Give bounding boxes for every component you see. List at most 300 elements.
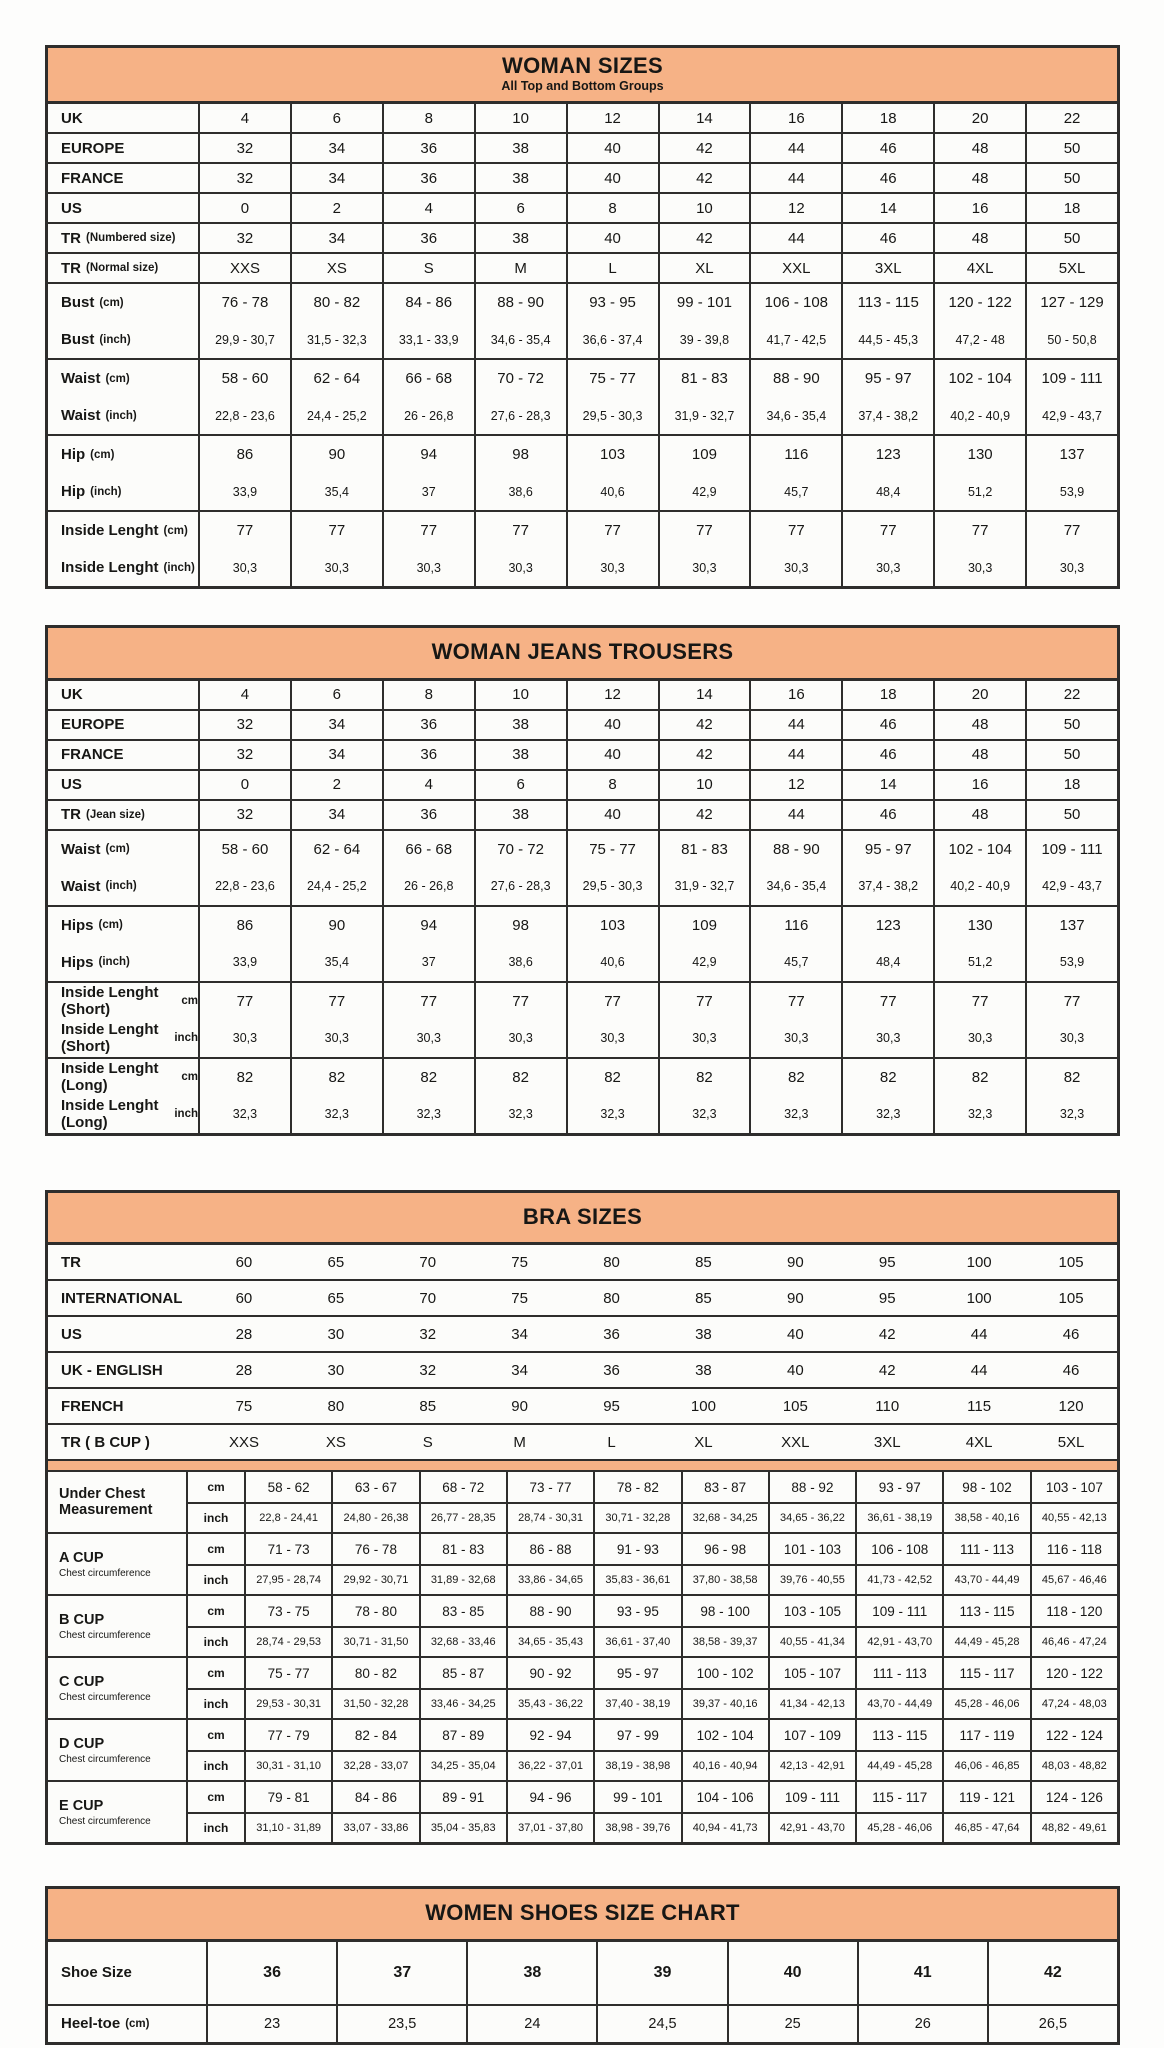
cup-cell: 84 - 86 (331, 1782, 418, 1812)
row-label-text: Inside Lenght (Long) (61, 1097, 159, 1132)
size-cell: 44 (749, 711, 841, 739)
size-cell: 80 - 82 (290, 284, 382, 321)
size-cell: 109 (658, 907, 750, 944)
size-cell: 50 (1025, 711, 1117, 739)
cup-group (48, 1594, 1117, 1656)
cup-label-text: Under Chest (59, 1485, 146, 1502)
size-cell: 32,3 (290, 1096, 382, 1133)
size-cell: 44 (749, 134, 841, 162)
row-label (48, 254, 198, 282)
size-cell: 30,3 (658, 1020, 750, 1057)
size-cell: 77 (290, 512, 382, 549)
size-cell: 34 (290, 741, 382, 769)
cup-cell: 117 - 119 (942, 1720, 1029, 1750)
size-row (48, 104, 1117, 132)
size-cell: 58 - 60 (198, 360, 290, 397)
bra-band-cell: 44 (970, 1325, 988, 1343)
cup-cell: 122 - 124 (1030, 1720, 1117, 1750)
cup-cell: 30,71 - 32,28 (593, 1502, 680, 1532)
cup-cell: 86 - 88 (506, 1534, 593, 1564)
size-cell: 30,3 (474, 549, 566, 586)
size-cell: 22,8 - 23,6 (198, 397, 290, 434)
cup-cell: 29,92 - 30,71 (331, 1564, 418, 1594)
size-cell: 42 (658, 224, 750, 252)
woman-sizes-rows (48, 104, 1117, 586)
size-cell: 81 - 83 (658, 360, 750, 397)
size-cell: 50 (1025, 801, 1117, 829)
cup-cell: 48,03 - 48,82 (1030, 1750, 1117, 1780)
size-cell: 39 - 39,8 (658, 321, 750, 358)
cup-cell: 45,28 - 46,06 (942, 1688, 1029, 1718)
row-label-unit: inch (174, 1108, 198, 1121)
bra-band-cell: 80 (603, 1253, 620, 1271)
size-cell: 40 (566, 711, 658, 739)
cup-cell: 119 - 121 (942, 1782, 1029, 1812)
size-cell: 34 (290, 164, 382, 192)
woman-jeans-rows (48, 681, 1117, 1133)
row-label-text: Inside Lenght (Long) (61, 1060, 159, 1095)
row-label-unit: (Numbered size) (86, 232, 176, 245)
size-cell: 18 (1025, 771, 1117, 799)
row-label-text: INTERNATIONAL (61, 1289, 183, 1307)
cup-cell: 94 - 96 (506, 1782, 593, 1812)
size-cell: 31,9 - 32,7 (658, 868, 750, 905)
bra-band-row (48, 1423, 1117, 1459)
row-label (48, 1059, 198, 1096)
cup-label (48, 1782, 186, 1842)
cup-cell: 33,86 - 34,65 (506, 1564, 593, 1594)
size-cell: 44 (749, 801, 841, 829)
bra-band-cell: 3XL (873, 1433, 901, 1451)
size-cell: 33,9 (198, 473, 290, 510)
cup-cell: 73 - 75 (244, 1596, 331, 1626)
unit-cell: cm (186, 1658, 244, 1688)
size-cell: 42 (658, 711, 750, 739)
size-cell: 95 - 97 (841, 831, 933, 868)
size-cell: 30,3 (474, 1020, 566, 1057)
size-cell: 90 (290, 436, 382, 473)
bra-band-cell: 60 (235, 1253, 253, 1271)
cup-cell: 103 - 105 (768, 1596, 855, 1626)
size-cell: 50 - 50,8 (1025, 321, 1117, 358)
row-label (48, 1317, 198, 1351)
size-row (48, 1057, 1117, 1096)
bra-band-cell: 28 (235, 1361, 253, 1379)
cup-cell: 98 - 100 (681, 1596, 768, 1626)
size-row (48, 549, 1117, 586)
size-cell: 46 (841, 134, 933, 162)
bra-band-row (48, 1279, 1117, 1315)
bra-band-cell: 34 (511, 1361, 528, 1379)
size-cell: 46 (841, 801, 933, 829)
row-label (48, 224, 198, 252)
size-cell: 33,1 - 33,9 (382, 321, 474, 358)
size-cell: 29,9 - 30,7 (198, 321, 290, 358)
cup-sublabel-text: Chest circumference (59, 1691, 151, 1703)
cup-label-text: C CUP (59, 1673, 105, 1690)
size-cell: 130 (933, 907, 1025, 944)
row-label-unit: (inch) (105, 409, 137, 422)
shoe-cell: 23,5 (336, 2006, 466, 2042)
cup-cell: 40,16 - 40,94 (681, 1750, 768, 1780)
row-label-text: Bust (61, 331, 95, 349)
cup-cell: 34,65 - 35,43 (506, 1626, 593, 1656)
row-label-unit: (inch) (98, 956, 130, 969)
size-cell: 34 (290, 711, 382, 739)
bra-band-cell: 100 (966, 1289, 992, 1307)
size-cell: 99 - 101 (658, 284, 750, 321)
size-row (48, 162, 1117, 192)
size-cell: 30,3 (749, 1020, 841, 1057)
size-cell: 70 - 72 (474, 831, 566, 868)
shoe-cell: 37 (336, 1942, 466, 2004)
size-cell: 82 (474, 1059, 566, 1096)
row-label-text: Hip (61, 483, 86, 501)
size-cell: 34,6 - 35,4 (749, 397, 841, 434)
row-label (48, 831, 198, 868)
size-cell: 22 (1025, 681, 1117, 709)
table-title: WOMEN SHOES SIZE CHART (425, 1900, 740, 1926)
cup-cell: 33,07 - 33,86 (331, 1812, 418, 1842)
size-row (48, 944, 1117, 981)
size-cell: 34 (290, 134, 382, 162)
size-cell: 37 (382, 473, 474, 510)
size-cell: 40 (566, 134, 658, 162)
cup-cell: 109 - 111 (768, 1782, 855, 1812)
size-cell: 12 (566, 681, 658, 709)
size-row (48, 709, 1117, 739)
cup-cell: 103 - 107 (1030, 1472, 1117, 1502)
size-cell: 37,4 - 38,2 (841, 397, 933, 434)
shoe-row (48, 1942, 1117, 2004)
size-cell: 5XL (1025, 254, 1117, 282)
size-cell: 113 - 115 (841, 284, 933, 321)
size-cell: 77 (749, 983, 841, 1020)
size-cell: 30,3 (749, 549, 841, 586)
size-cell: 16 (933, 771, 1025, 799)
cup-cell: 31,89 - 32,68 (419, 1564, 506, 1594)
size-cell: 30,3 (198, 549, 290, 586)
cup-cell: 33,46 - 34,25 (419, 1688, 506, 1718)
cup-group (48, 1718, 1117, 1780)
cup-label-text: E CUP (59, 1797, 104, 1814)
size-cell: 81 - 83 (658, 831, 750, 868)
size-cell: 2 (290, 194, 382, 222)
size-cell: 82 (382, 1059, 474, 1096)
row-label-unit: (cm) (99, 296, 124, 309)
size-cell: 32 (198, 711, 290, 739)
size-cell: 0 (198, 771, 290, 799)
bra-band-cell: 90 (787, 1253, 804, 1271)
size-cell: XXS (198, 254, 290, 282)
row-label (48, 1389, 198, 1423)
size-row (48, 739, 1117, 769)
bra-band-cell: 44 (970, 1361, 988, 1379)
bra-sizes-header (48, 1193, 1117, 1245)
cup-cell: 88 - 90 (506, 1596, 593, 1626)
bra-band-row (48, 1387, 1117, 1423)
unit-cell: inch (186, 1564, 244, 1594)
row-label-unit: (cm) (105, 843, 130, 856)
table-title: WOMAN SIZES (502, 53, 663, 78)
row-label (48, 711, 198, 739)
size-cell: 27,6 - 28,3 (474, 397, 566, 434)
bra-band-cell: 80 (327, 1397, 345, 1415)
cup-cell: 79 - 81 (244, 1782, 331, 1812)
cup-cell: 99 - 101 (593, 1782, 680, 1812)
cup-cell: 78 - 82 (593, 1472, 680, 1502)
bra-band-cell: 80 (603, 1289, 620, 1307)
size-cell: 36 (382, 801, 474, 829)
size-cell: 31,5 - 32,3 (290, 321, 382, 358)
shoe-cell: 26 (857, 2006, 987, 2042)
size-cell: M (474, 254, 566, 282)
size-cell: 47,2 - 48 (933, 321, 1025, 358)
cup-cell: 42,91 - 43,70 (855, 1626, 942, 1656)
size-cell: 42,9 - 43,7 (1025, 868, 1117, 905)
row-label (48, 681, 198, 709)
size-cell: 6 (474, 771, 566, 799)
cup-cell: 76 - 78 (331, 1534, 418, 1564)
row-label-unit: (inch) (99, 333, 131, 346)
row-label (48, 164, 198, 192)
size-cell: 109 (658, 436, 750, 473)
size-cell: 82 (1025, 1059, 1117, 1096)
bra-band-cell: 105 (1058, 1253, 1084, 1271)
size-cell: 6 (474, 194, 566, 222)
cup-sublabel-text: Chest circumference (59, 1815, 151, 1827)
size-cell: 36,6 - 37,4 (566, 321, 658, 358)
size-cell: 42,9 - 43,7 (1025, 397, 1117, 434)
cup-cell: 97 - 99 (593, 1720, 680, 1750)
cup-cell: 75 - 77 (244, 1658, 331, 1688)
size-cell: 42 (658, 741, 750, 769)
bra-band-row (48, 1315, 1117, 1351)
size-cell: 32,3 (566, 1096, 658, 1133)
size-cell: 3XL (841, 254, 933, 282)
size-cell: 32,3 (382, 1096, 474, 1133)
bra-band-row (48, 1245, 1117, 1279)
cup-cell: 102 - 104 (681, 1720, 768, 1750)
bra-band-cell: 42 (878, 1361, 896, 1379)
women-shoes-table (45, 1886, 1120, 2044)
size-cell: 77 (198, 512, 290, 549)
table-subtitle: All Top and Bottom Groups (501, 79, 664, 94)
cup-cell: 30,71 - 31,50 (331, 1626, 418, 1656)
cup-cell: 71 - 73 (244, 1534, 331, 1564)
row-label-text: US (61, 199, 82, 217)
cup-label (48, 1720, 186, 1780)
size-cell: 77 (933, 512, 1025, 549)
row-label-text: Inside Lenght (Short) (61, 984, 159, 1019)
size-cell: 4 (198, 681, 290, 709)
row-label (48, 436, 198, 473)
size-cell: 0 (198, 194, 290, 222)
size-row (48, 192, 1117, 222)
size-cell: 77 (749, 512, 841, 549)
size-cell: 34,6 - 35,4 (749, 868, 841, 905)
cup-cell: 46,06 - 46,85 (942, 1750, 1029, 1780)
bra-band-cell: 65 (327, 1253, 345, 1271)
size-cell: 18 (841, 104, 933, 132)
size-cell: 30,3 (566, 1020, 658, 1057)
shoe-cell: 24 (466, 2006, 596, 2042)
size-cell: 4XL (933, 254, 1025, 282)
size-row (48, 222, 1117, 252)
size-cell: 38 (474, 741, 566, 769)
size-cell: 77 (382, 983, 474, 1020)
cup-sublabel-text: Chest circumference (59, 1629, 151, 1641)
bra-band-cell: 120 (1058, 1397, 1084, 1415)
size-cell: 82 (198, 1059, 290, 1096)
row-label (48, 1096, 198, 1133)
row-label-unit: (cm) (125, 2017, 150, 2030)
size-cell: 62 - 64 (290, 831, 382, 868)
size-cell: 48,4 (841, 944, 933, 981)
bra-band-cell: 105 (782, 1397, 808, 1415)
size-cell: 109 - 111 (1025, 360, 1117, 397)
row-label (48, 741, 198, 769)
cup-cell: 42,13 - 42,91 (768, 1750, 855, 1780)
row-label-unit: (cm) (163, 524, 188, 537)
size-cell: 123 (841, 907, 933, 944)
size-cell: 48 (933, 134, 1025, 162)
size-cell: 32,3 (933, 1096, 1025, 1133)
size-cell: 109 - 111 (1025, 831, 1117, 868)
bra-band-cell: 95 (878, 1253, 896, 1271)
size-cell: 48 (933, 164, 1025, 192)
cup-cell: 30,31 - 31,10 (244, 1750, 331, 1780)
size-cell: 48 (933, 741, 1025, 769)
size-cell: XS (290, 254, 382, 282)
bra-band-cell: 85 (419, 1397, 437, 1415)
cup-cell: 45,67 - 46,46 (1030, 1564, 1117, 1594)
size-cell: 86 (198, 907, 290, 944)
unit-cell: inch (186, 1626, 244, 1656)
row-label (48, 907, 198, 944)
size-cell: 20 (933, 681, 1025, 709)
bra-band-cell: 30 (327, 1361, 345, 1379)
size-cell: 48,4 (841, 473, 933, 510)
size-row (48, 1096, 1117, 1133)
size-cell: 30,3 (198, 1020, 290, 1057)
cup-cell: 104 - 106 (681, 1782, 768, 1812)
size-row (48, 358, 1117, 397)
cup-label-text: B CUP (59, 1611, 105, 1628)
cup-cell: 115 - 117 (855, 1782, 942, 1812)
unit-cell: inch (186, 1688, 244, 1718)
size-cell: 38 (474, 164, 566, 192)
size-cell: 50 (1025, 134, 1117, 162)
cup-cell: 31,10 - 31,89 (244, 1812, 331, 1842)
size-cell: 4 (382, 771, 474, 799)
cup-cell: 88 - 92 (768, 1472, 855, 1502)
size-cell: 30,3 (841, 1020, 933, 1057)
size-cell: 14 (841, 771, 933, 799)
shoe-cell: 25 (727, 2006, 857, 2042)
size-cell: 36 (382, 711, 474, 739)
size-cell: 77 (290, 983, 382, 1020)
row-label-unit: (inch) (90, 485, 122, 498)
cup-cell: 34,65 - 36,22 (768, 1502, 855, 1532)
row-label-unit: (Jean size) (86, 808, 145, 821)
size-cell: 62 - 64 (290, 360, 382, 397)
size-cell: 40,6 (566, 473, 658, 510)
size-cell: 24,4 - 25,2 (290, 868, 382, 905)
bra-band-cell: 28 (235, 1325, 253, 1343)
row-label-unit: cm (181, 995, 198, 1008)
size-cell: 10 (474, 104, 566, 132)
size-row (48, 1020, 1117, 1057)
bra-band-cell: 38 (695, 1361, 712, 1379)
size-cell: 53,9 (1025, 944, 1117, 981)
size-row (48, 981, 1117, 1020)
shoe-cell: 41 (857, 1942, 987, 2004)
size-cell: 34,6 - 35,4 (474, 321, 566, 358)
row-label (48, 104, 198, 132)
bra-band-cell: 95 (878, 1289, 896, 1307)
cup-cell: 111 - 113 (855, 1658, 942, 1688)
size-cell: 22,8 - 23,6 (198, 868, 290, 905)
cup-label (48, 1658, 186, 1718)
cup-label-text: Measurement (59, 1502, 153, 1519)
size-cell: 30,3 (382, 549, 474, 586)
size-cell: 29,5 - 30,3 (566, 397, 658, 434)
bra-cup-rows (48, 1472, 1117, 1842)
size-cell: 29,5 - 30,3 (566, 868, 658, 905)
shoe-cell: 42 (987, 1942, 1117, 2004)
size-cell: 38 (474, 224, 566, 252)
size-cell: 127 - 129 (1025, 284, 1117, 321)
woman-jeans-header (48, 628, 1117, 680)
bra-band-cell: 36 (603, 1325, 620, 1343)
cup-group (48, 1532, 1117, 1594)
shoe-row (48, 2004, 1117, 2042)
bra-band-cell: 32 (419, 1325, 437, 1343)
size-cell: 82 (841, 1059, 933, 1096)
size-row (48, 769, 1117, 799)
row-label (48, 284, 198, 321)
size-cell: XXL (749, 254, 841, 282)
row-label-text: FRENCH (61, 1397, 124, 1415)
bra-band-cell: 115 (967, 1397, 992, 1415)
size-cell: 106 - 108 (749, 284, 841, 321)
size-cell: 38 (474, 711, 566, 739)
size-cell: 38 (474, 134, 566, 162)
cup-cell: 41,34 - 42,13 (768, 1688, 855, 1718)
size-cell: 6 (290, 104, 382, 132)
size-cell: 8 (566, 771, 658, 799)
cup-cell: 29,53 - 30,31 (244, 1688, 331, 1718)
size-cell: 50 (1025, 741, 1117, 769)
cup-cell: 95 - 97 (593, 1658, 680, 1688)
shoe-cell: 38 (466, 1942, 596, 2004)
cup-cell: 46,46 - 47,24 (1030, 1626, 1117, 1656)
unit-cell: cm (186, 1596, 244, 1626)
woman-jeans-table (45, 625, 1120, 1135)
cup-cell: 28,74 - 30,31 (506, 1502, 593, 1532)
row-label-text: US (61, 1325, 82, 1343)
cup-cell: 63 - 67 (331, 1472, 418, 1502)
size-cell: 40 (566, 224, 658, 252)
row-label-text: Waist (61, 370, 101, 388)
bra-band-cell: 85 (695, 1253, 712, 1271)
unit-cell: inch (186, 1502, 244, 1532)
women-shoes-header (48, 1889, 1117, 1941)
size-cell: 51,2 (933, 944, 1025, 981)
shoe-cell: 23 (206, 2006, 336, 2042)
cup-cell: 107 - 109 (768, 1720, 855, 1750)
